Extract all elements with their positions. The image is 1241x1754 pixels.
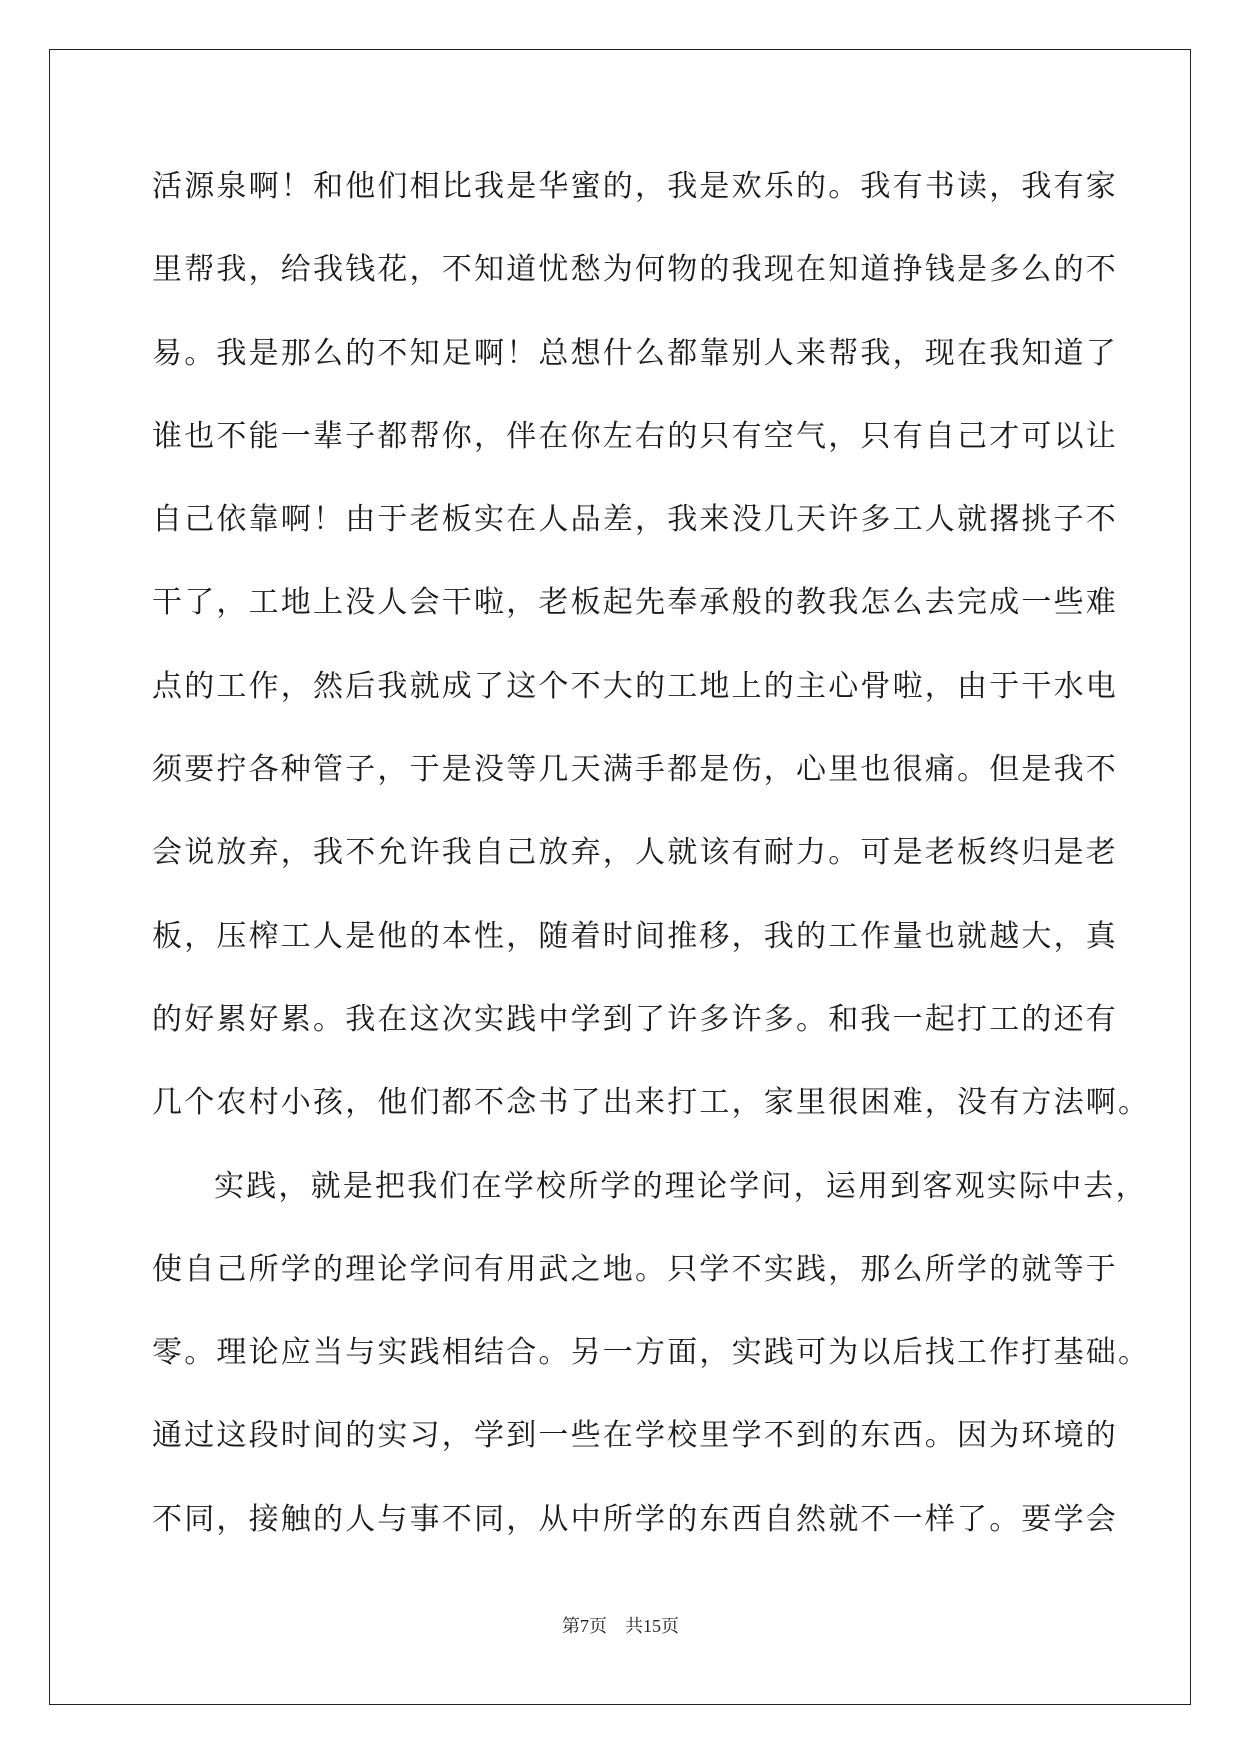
- text-line-9: 会说放弃，我不允许我自己放弃，人就该有耐力。可是老板终归是老: [152, 835, 1118, 871]
- text-line-6: 干了，工地上没人会干啦，老板起先奉承般的教我怎么去完成一些难: [152, 585, 1118, 621]
- page-footer: [0, 1612, 1241, 1638]
- total-pages: 15: [643, 1616, 661, 1636]
- text-line-17: 不同，接触的人与事不同，从中所学的东西自然就不一样了。要学会: [152, 1501, 1118, 1537]
- text-line-15: 零。理论应当与实践相结合。另一方面，实践可为以后找工作打基础。: [152, 1335, 1151, 1371]
- document-body: [152, 162, 1151, 1578]
- text-line-2: 里帮我，给我钱花，不知道忧愁为何物的我现在知道挣钱是多么的不: [152, 252, 1118, 288]
- total-prefix: 共: [625, 1616, 643, 1637]
- text-line-3: 易。我是那么的不知足啊！总想什么都靠别人来帮我，现在我知道了: [152, 335, 1118, 371]
- page-number: 7: [580, 1616, 589, 1636]
- text-line-11: 的好累好累。我在这次实践中学到了许多许多。和我一起打工的还有: [152, 1001, 1118, 1037]
- page-suffix: 页: [589, 1616, 607, 1637]
- text-line-12: 几个农村小孩，他们都不念书了出来打工，家里很困难，没有方法啊。: [152, 1085, 1151, 1121]
- text-line-16: 通过这段时间的实习，学到一些在学校里学不到的东西。因为环境的: [152, 1418, 1118, 1454]
- text-line-5: 自己依靠啊！由于老板实在人品差，我来没几天许多工人就撂挑子不: [152, 502, 1118, 538]
- text-line-8: 须要拧各种管子，于是没等几天满手都是伤，心里也很痛。但是我不: [152, 752, 1118, 788]
- text-line-4: 谁也不能一辈子都帮你，伴在你左右的只有空气，只有自己才可以让: [152, 418, 1118, 454]
- text-line-1: 活源泉啊！和他们相比我是华蜜的，我是欢乐的。我有书读，我有家: [152, 169, 1118, 204]
- text-line-10: 板，压榨工人是他的本性，随着时间推移，我的工作量也就越大，真: [152, 918, 1118, 954]
- page-prefix: 第: [562, 1616, 580, 1637]
- text-line-7: 点的工作，然后我就成了这个不大的工地上的主心骨啦，由于干水电: [152, 668, 1118, 704]
- total-suffix: 页: [661, 1616, 679, 1637]
- paragraph-start-line: 实践，就是把我们在学校所学的理论学问，运用到客观实际中去，: [214, 1168, 1148, 1204]
- text-line-14: 使自己所学的理论学问有用武之地。只学不实践，那么所学的就等于: [152, 1251, 1118, 1287]
